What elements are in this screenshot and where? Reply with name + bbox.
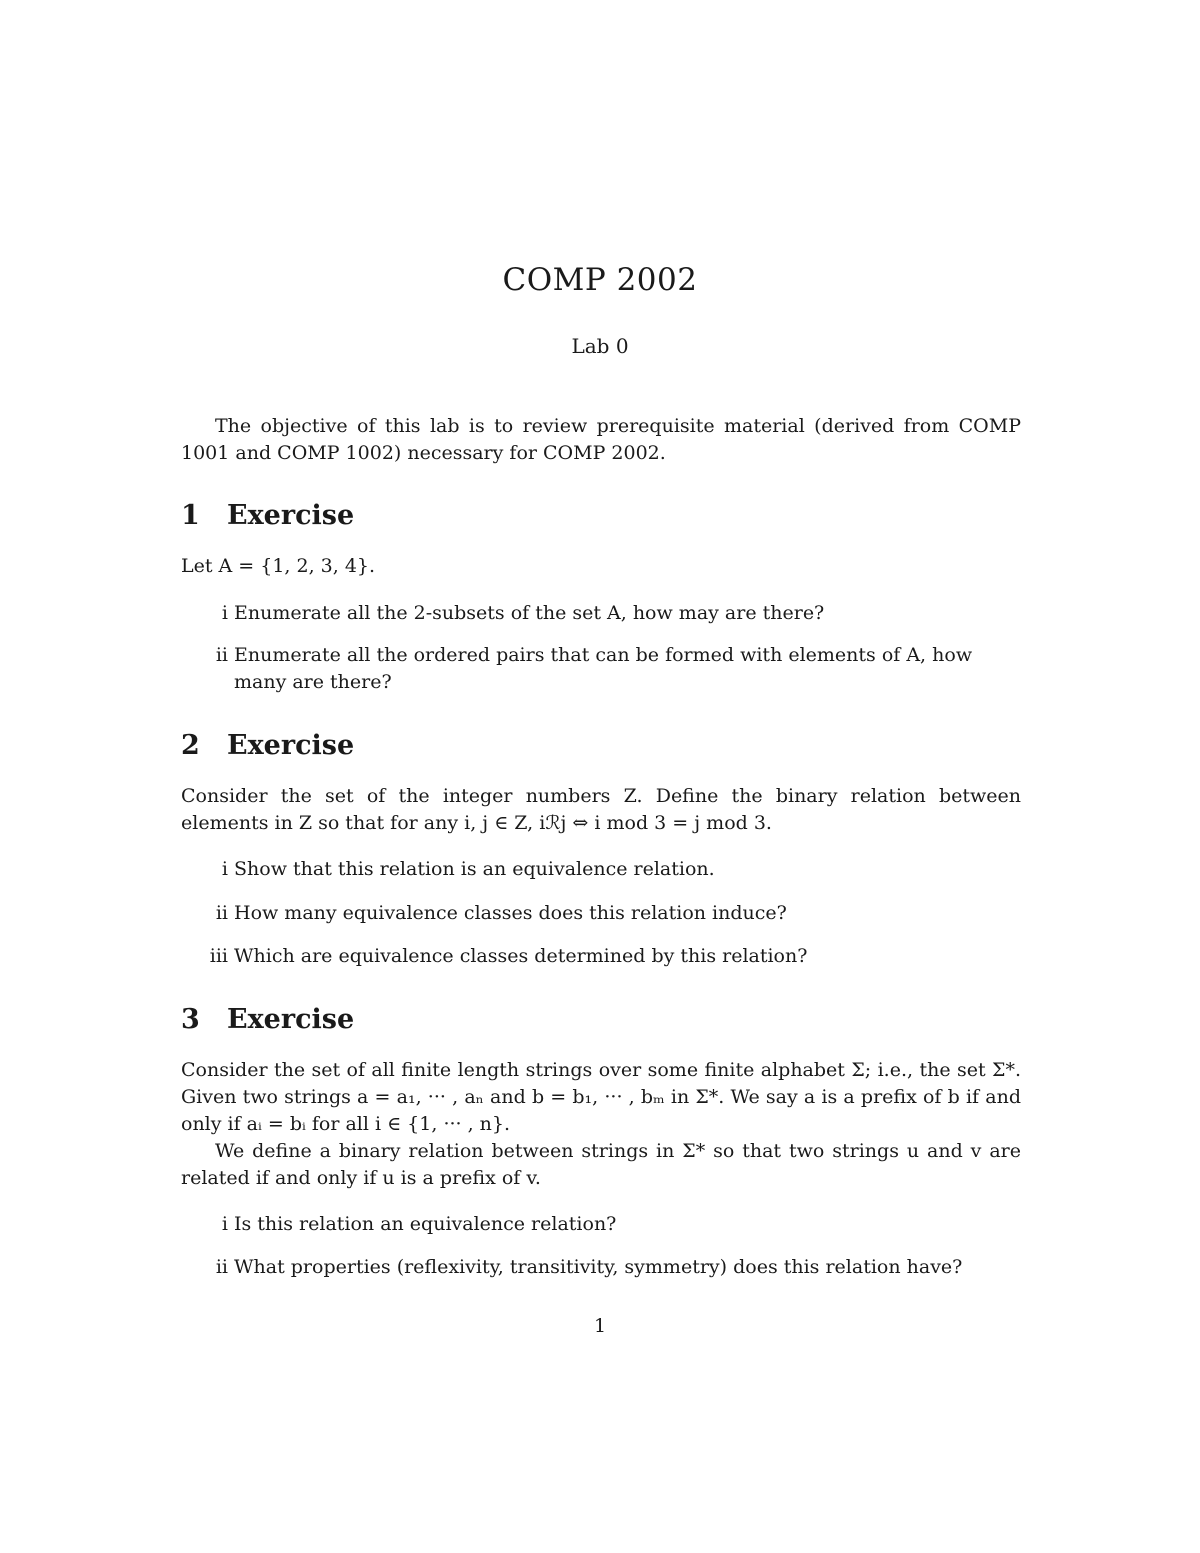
item-marker: ii	[215, 1256, 228, 1278]
document-subtitle: Lab 0	[571, 334, 629, 358]
section-1-title: Exercise	[227, 500, 355, 531]
document-title: COMP 2002	[502, 262, 698, 298]
section-3-item-2	[181, 1254, 1021, 1281]
section-3-paragraph-2: We define a binary relation between strings in Σ* so that two strings u and v are related if and only if u is a prefix of v.	[181, 1140, 1021, 1189]
section-2-paragraph: Consider the set of the integer numbers Z. Define the binary relation between elements in Z so that for any i, j ∈ Z, iℛj ⇔ i mod 3 = j mod 3.	[181, 785, 1021, 834]
section-3-title: Exercise	[227, 1004, 355, 1035]
item-marker: ii	[215, 902, 228, 924]
section-1-heading	[181, 500, 354, 531]
section-1-number: 1	[181, 500, 200, 531]
item-text: Is this relation an equivalence relation?	[234, 1213, 617, 1235]
section-3-heading	[181, 1004, 354, 1035]
item-text: Enumerate all the ordered pairs that can be formed with elements of A, how many are there?	[234, 644, 973, 693]
section-2-number: 2	[181, 730, 200, 761]
section-1-item-1	[181, 600, 1021, 627]
item-text: Which are equivalence classes determined by this relation?	[234, 945, 808, 967]
item-marker: ii	[215, 644, 228, 666]
section-2-heading	[181, 730, 354, 761]
item-text: Enumerate all the 2-subsets of the set A, how may are there?	[234, 602, 825, 624]
item-text: How many equivalence classes does this relation induce?	[234, 902, 787, 924]
intro-paragraph: The objective of this lab is to review prerequisite material (derived from COMP 1001 and COMP 1002) necessary for COMP 2002.	[181, 415, 1021, 464]
section-2-item-2	[181, 900, 1021, 927]
item-text: What properties (reflexivity, transitivity, symmetry) does this relation have?	[234, 1256, 963, 1278]
item-text: Show that this relation is an equivalence relation.	[234, 858, 715, 880]
section-3-number: 3	[181, 1004, 200, 1035]
section-3-item-1	[181, 1211, 1021, 1238]
item-marker: i	[221, 1213, 228, 1235]
section-2-item-3	[181, 943, 1021, 970]
item-marker: i	[221, 858, 228, 880]
item-marker: iii	[209, 945, 228, 967]
page-number: 1	[593, 1315, 607, 1337]
section-3-paragraph-1: Consider the set of all finite length strings over some finite alphabet Σ; i.e., the set Σ*. Given two strings a = a₁, ··· , aₙ and b = b₁, ··· , bₘ in Σ*. We say a is a prefix of b if and only if aᵢ = bᵢ for all i ∈ {1, ··· , n}.	[181, 1059, 1021, 1135]
section-2-item-1	[181, 856, 1021, 883]
section-1-paragraph: Let A = {1, 2, 3, 4}.	[181, 555, 376, 577]
item-marker: i	[221, 602, 228, 624]
section-1-item-2	[181, 642, 1021, 696]
section-2-title: Exercise	[227, 730, 355, 761]
